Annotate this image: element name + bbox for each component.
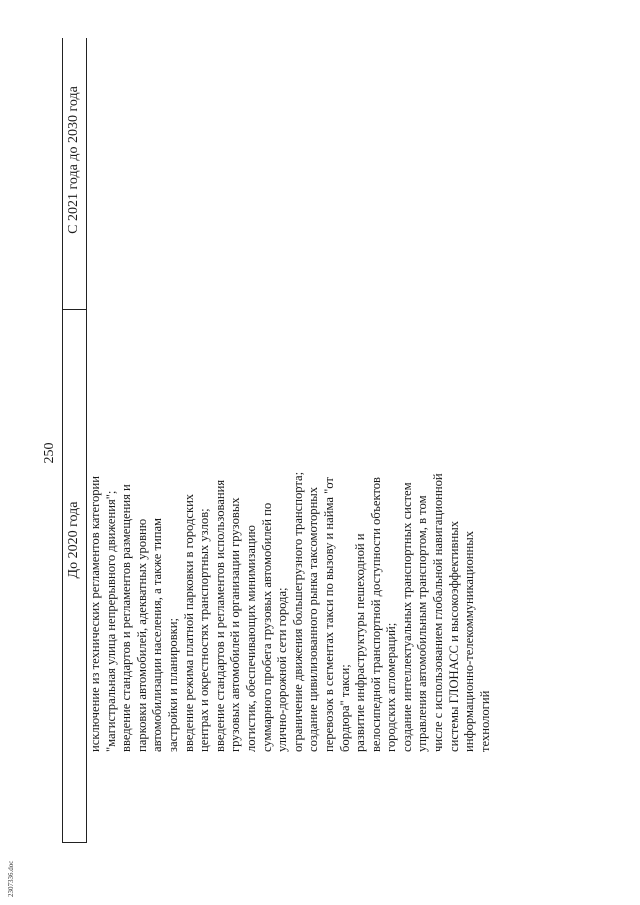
text-line: суммарного пробега грузовых автомобилей по [259, 502, 274, 752]
text-line: бордюра" такси; [337, 664, 352, 752]
column-divider [62, 309, 86, 310]
page-number: 250 [42, 442, 57, 464]
text-line: центрах и окрестностях транспортных узлов; [197, 508, 212, 752]
text-line: парковки автомобилей, адекватных уровню [134, 518, 149, 752]
document-filename: 2307336.doc [7, 860, 15, 897]
text-line: грузовых автомобилей и организации грузовых [228, 497, 243, 752]
text-line: перевозок в сегментах такси по вызову и найма "от [321, 477, 336, 752]
text-line: системы ГЛОНАСС и высокоэффективных [446, 521, 461, 752]
text-line: информационно-телекоммуникационных [462, 530, 477, 752]
text-line: развитие инфраструктуры пешеходной и [353, 533, 368, 752]
text-line: управления автомобильным транспортом, в том [415, 495, 430, 752]
column-header-until-2020: До 2020 года [66, 501, 81, 579]
text-line: городских агломераций; [384, 622, 399, 752]
table-header-rule [86, 38, 87, 843]
text-line: технологий [477, 690, 492, 752]
column-header-2021-2030: С 2021 года до 2030 года [66, 86, 81, 234]
table-cell-until-2020 [88, 312, 493, 752]
text-line: велосипедной транспортной доступности объектов [368, 477, 383, 752]
text-line: введение режима платной парковки в городских [181, 493, 196, 752]
text-line: исключение из технических регламентов категории [88, 475, 102, 752]
text-line: логистик, обеспечивающих минимизацию [243, 525, 258, 752]
text-line: "магистральная улица непрерывного движения"; [103, 490, 118, 752]
text-line: создание цивилизованного рынка таксомоторных [306, 486, 321, 752]
table-top-rule [62, 38, 63, 843]
text-line: ограничение движения большегрузного транспорта; [290, 471, 305, 752]
text-line: автомобилизации населения, а также типам [150, 517, 165, 752]
text-line: введение стандартов и регламентов размещения и [119, 484, 134, 752]
table-left-edge [62, 842, 86, 843]
text-line: числе с использованием глобальной навигационной [431, 473, 446, 752]
text-line: застройки и планировки; [165, 617, 180, 752]
text-line: введение стандартов и регламентов использования [212, 479, 227, 752]
text-line: улично-дорожной сети города; [275, 587, 290, 752]
text-line: создание интеллектуальных транспортных систем [399, 482, 414, 752]
